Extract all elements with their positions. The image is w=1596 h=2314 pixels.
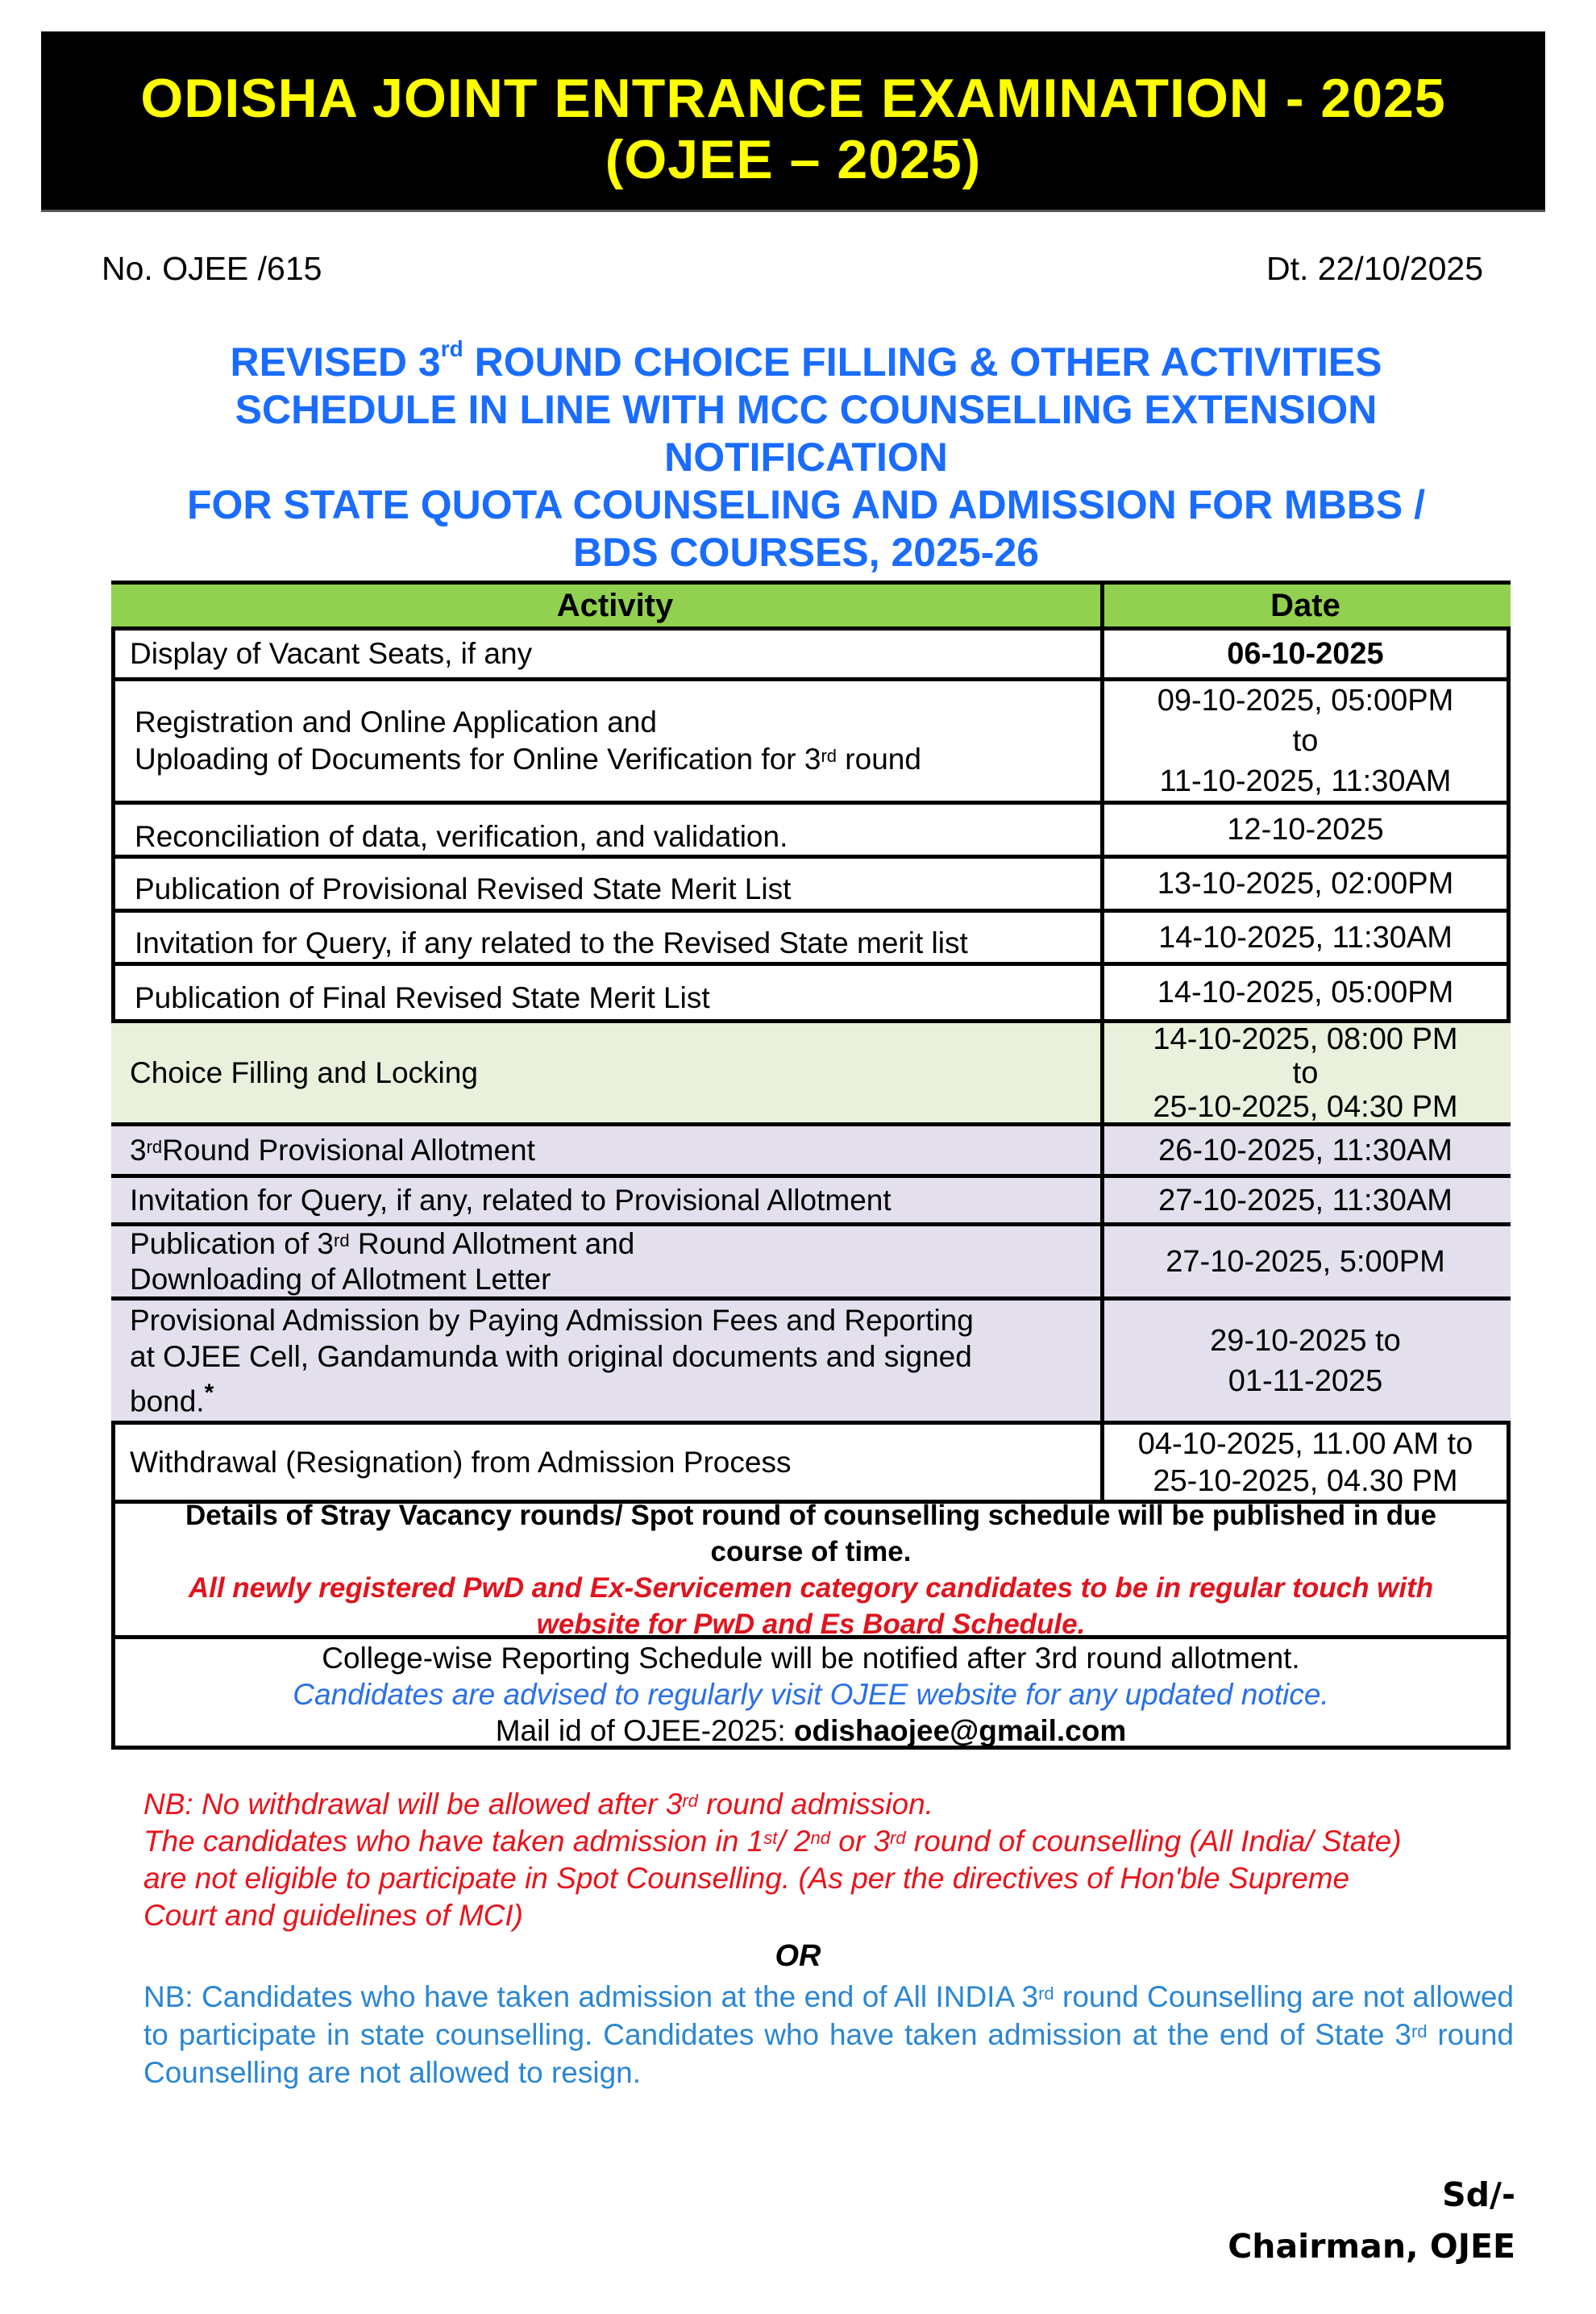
banner-subtitle: (OJEE – 2025) (605, 129, 982, 190)
table-row (111, 1226, 1511, 1301)
notice-heading (121, 336, 1491, 576)
table-row (111, 1126, 1511, 1178)
nb-red-note: NB: No withdrawal will be allowed after 3rd round admission. The candidates who have taken admission in 1st/ 2nd or 3rd round of counselling (All India/ State) are not eligible to participate in Spot Counselling. (As per the directives of Hon'ble Supreme Court and guidelines of MCI) (143, 1788, 1402, 1932)
nb-blue-note: NB: Candidates who have taken admission at the end of All INDIA 3rd round Counselling are not allowed to participate in state counselling. Candidates who have taken admission at the end of State 3rd round Counselling are not allowed to resign. (143, 1980, 1514, 2089)
banner-title: ODISHA JOINT ENTRANCE EXAMINATION - 2025 (140, 68, 1446, 129)
table-row (111, 859, 1511, 913)
table-row (111, 681, 1511, 805)
activity-cell: Registration and Online Application and Uploading of Documents for Online Verification for 3rd round (135, 705, 921, 776)
date-cell: 29-10-2025 to 01-11-2025 (1100, 1301, 1507, 1421)
activity-cell: Publication of Final Revised State Merit List (135, 981, 710, 1014)
table-row (111, 1178, 1511, 1226)
activity-cell: Publication of Provisional Revised State Merit List (135, 872, 792, 905)
date-cell: 13-10-2025, 02:00PM (1100, 859, 1507, 909)
pwd-note-line-1: All newly registered PwD and Ex-Servicemen category candidates to be in regular touch with (188, 1571, 1434, 1604)
heading-line-5: BDS COURSES, 2025-26 (572, 530, 1039, 575)
activity-cell: Invitation for Query, if any related to the Revised State merit list (135, 926, 968, 959)
date-cell: 12-10-2025 (1100, 805, 1507, 855)
heading-line-4: FOR STATE QUOTA COUNSELING AND ADMISSION FOR MBBS / (186, 482, 1426, 527)
asterisk-mark: * (204, 1379, 214, 1406)
mail-id-link[interactable]: odishaojee@gmail.com (793, 1714, 1127, 1747)
table-row (111, 966, 1511, 1023)
heading-line-3: NOTIFICATION (664, 435, 948, 480)
activity-cell: Choice Filling and Locking (130, 1055, 478, 1089)
advice-note: Candidates are advised to regularly visit OJEE website for any updated notice. (293, 1678, 1329, 1711)
pwd-note-line-2: website for PwD and Es Board Schedule. (536, 1608, 1086, 1640)
table-row (111, 1023, 1511, 1126)
activity-cell: 3 $^{rd}$ Round Provisional Allotment (130, 1133, 535, 1167)
table-row (111, 1425, 1511, 1504)
stray-note-line-2: course of time. (710, 1535, 912, 1567)
contact-note-row (111, 1639, 1511, 1750)
activity-cell: Invitation for Query, if any, related to Provisional Allotment (130, 1183, 892, 1217)
college-wise-note: College-wise Reporting Schedule will be notified after 3rd round allotment. (322, 1642, 1300, 1675)
activity-cell: Publication of 3rd Round Allotment and Downloading of Allotment Letter (130, 1226, 635, 1296)
title-banner (41, 31, 1545, 210)
reference-number: No. OJEE /615 (102, 250, 322, 287)
date-cell: 27-10-2025, 5:00PM (1100, 1226, 1507, 1296)
date-cell: 26-10-2025, 11:30AM (1100, 1126, 1507, 1174)
activity-cell: Display of Vacant Seats, if any (130, 637, 533, 670)
date-cell: 27-10-2025, 11:30AM (1100, 1178, 1507, 1222)
table-row (111, 913, 1511, 966)
date-cell: 14-10-2025, 05:00PM (1100, 966, 1507, 1019)
table-row (111, 631, 1511, 681)
header-activity: Activity (556, 588, 674, 623)
stray-note-line-1: Details of Stray Vacancy rounds/ Spot round of counselling schedule will be published in due (185, 1499, 1436, 1531)
activity-cell: Withdrawal (Resignation) from Admission Process (130, 1445, 792, 1479)
date-cell: 14-10-2025, 11:30AM (1100, 913, 1507, 962)
stray-vacancy-note-row (111, 1499, 1511, 1640)
date-cell: 14-10-2025, 08:00 PM to 25-10-2025, 04:30 PM (1100, 1023, 1507, 1122)
or-separator: OR (775, 1939, 821, 1973)
mail-line: Mail id of OJEE-2025: odishaojee@gmail.com (495, 1714, 1127, 1747)
signature-sd: Sd/- (1442, 2175, 1515, 2214)
table-row (111, 805, 1511, 859)
activity-cell: Reconciliation of data, verification, and validation. (135, 820, 788, 853)
table-header-row (111, 581, 1511, 631)
date-cell: 09-10-2025, 05:00PM to 11-10-2025, 11:30AM (1100, 681, 1507, 801)
reference-date: Dt. 22/10/2025 (1266, 250, 1483, 287)
header-date: Date (1100, 585, 1507, 626)
date-cell: 06-10-2025 (1100, 631, 1507, 677)
table-row (111, 1301, 1511, 1425)
activity-cell: Provisional Admission by Paying Admission Fees and Reporting at OJEE Cell, Gandamunda with original documents and signed bond.* (130, 1303, 974, 1418)
heading-line-1: REVISED 3rd ROUND CHOICE FILLING & OTHER ACTIVITIES (230, 336, 1382, 385)
signature-title: Chairman, OJEE (1228, 2227, 1515, 2266)
date-cell: 04-10-2025, 11.00 AM to 25-10-2025, 04.30 PM (1100, 1425, 1507, 1500)
heading-line-2: SCHEDULE IN LINE WITH MCC COUNSELLING EXTENSION (235, 387, 1378, 432)
